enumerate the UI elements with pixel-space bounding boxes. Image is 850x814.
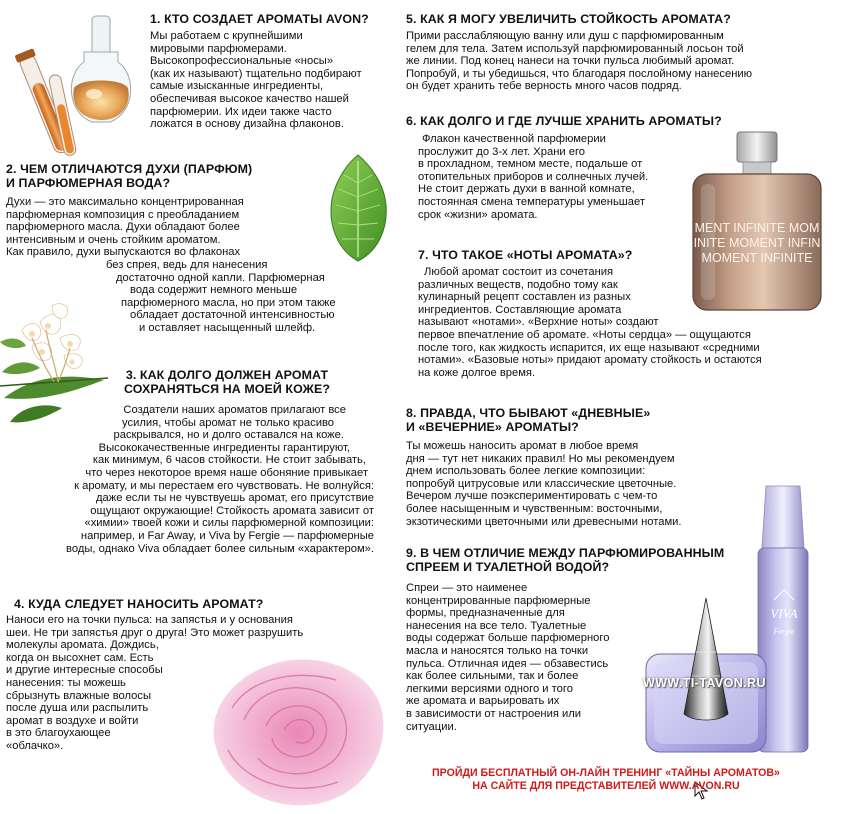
q6-line: постоянная смена температуры уменьшает [418,195,645,208]
q9-line: воды содержат больше парфюмерного [406,632,610,645]
q4-line: сбрызнуть влажные волосы [6,689,151,702]
q7-line: кулинарный рецепт составлен из разных [418,291,631,304]
q1-line: обеспечивая высокое качество нашей [150,92,349,105]
q9-line: как более сильными, так и более [406,670,579,683]
q8-line: попробуй цитрусовые или классические цветочные. [406,477,677,490]
q8-line: дня — тут нет никаких правил! Но мы рекомендуем [406,452,675,465]
q1-line: мировыми парфюмерами. [150,42,287,55]
q3-line: например, и Far Away, и Viva by Fergie — парфюмерные [80,529,374,542]
q7-line: нотами». «Базовые ноты» придают аромату стойкость и остаются [418,354,762,367]
q5-body [406,30,752,93]
q3-title [102,368,352,396]
q5-line: же линии. Под конец нанеси на точки пульса любимый аромат. [406,55,735,68]
q7-line: ингредиентов. Составляющие аромата [418,303,622,316]
q2-line: парфюмерного масла. Духи обладают более [6,221,240,234]
q9-line: нанесения на все тело. Туалетные [406,619,587,632]
q7-line: первое впечатление об аромате. «Ноты сердца» — ощущаются [418,328,751,341]
q9-line: формы, предназначенные для [406,607,565,620]
q7-line: Любой аромат состоит из сочетания [424,266,614,278]
q3-title-line: 3. КАК ДОЛГО ДОЛЖЕН АРОМАТ [125,368,329,382]
q5-title: 5. КАК Я МОГУ УВЕЛИЧИТЬ СТОЙКОСТЬ АРОМАТА? [406,12,731,26]
q8-line: Вечером лучше поэкспериментировать с чем-то [406,490,658,503]
viva-can-label: VIVA [770,606,798,621]
q4-line: аромат в воздухе и войти [6,714,139,727]
q8-title-line: И «ВЕЧЕРНИЕ» АРОМАТЫ? [406,420,579,434]
q9-line: концентрированные парфюмерные [406,594,591,607]
q7-line: на коже долгое время. [418,366,536,379]
q6-line: срок «жизни» аромата. [418,208,538,221]
q5-line: он будет хранить тебе верность много часов подряд. [406,80,682,93]
q2-title-line: И ПАРФЮМЕРНАЯ ВОДА? [6,176,171,190]
q4-line: в это благоухающее [6,727,111,740]
q6-line: Не стоит держать духи в ванной комнате, [418,183,635,196]
q9-line: легкими версиями одного и того [406,682,573,695]
q1-line: парфюмерии. Их идеи также часто [150,105,332,118]
q4-line: «облачко». [6,739,64,752]
q9-title [406,546,724,574]
q5-line: Прими расслабляющую ванну или душ с парфюмированным [406,30,724,42]
q2-body [6,196,336,335]
q2-line: Как правило, духи выпускаются во флаконах [6,246,241,259]
q9-line: ситуации. [406,720,457,733]
q8-line: более насыщенным и чувственным: восточными, [406,502,663,515]
q1-line: Высокопрофессиональные «носы» [150,55,334,68]
q3-line: усилия, чтобы аромат не только красиво [122,416,334,429]
q3-line: раскрывался, но и долго оставался на коже. [113,429,344,442]
q2-line: парфюмерная композиция с преобладанием [6,208,240,221]
q3-line: воды, однако Viva обладает более сильным «характером». [66,542,374,555]
q6-line: отопительных приборов и солнечных лучей. [418,170,649,183]
q8-line: экзотическими цветочными или древесными нотами. [406,515,682,528]
q4-body [6,614,303,753]
q1-line: Мы работаем с крупнейшими [150,30,303,42]
training-cta[interactable] [406,767,806,793]
cta-line: НА САЙТЕ ДЛЯ ПРЕДСТАВИТЕЛЕЙ WWW.AVON.RU [472,780,740,792]
q5-line: Попробуй, и ты убедишься, что благодаря послойному нанесению [406,67,753,80]
q7-line: называют «нотами». «Верхние ноты» создают [418,316,659,329]
q4-title: 4. КУДА СЛЕДУЕТ НАНОСИТЬ АРОМАТ? [14,597,264,611]
q3-body [24,404,374,555]
q9-line: масла и наносятся только на точки [406,644,589,657]
q2-line: парфюмерного масла, но при этом также [121,296,336,309]
q3-line: даже если ты не чувствуешь аромат, его присутствие [96,492,374,505]
q9-line: в зависимости от настроения или [406,707,582,720]
viva-can-sublabel: Fergie [773,627,795,636]
q1-line: самые изысканные ингредиенты, [150,80,324,93]
q6-line: Флакон качественной парфюмерии [422,133,606,145]
q7-title: 7. ЧТО ТАКОЕ «НОТЫ АРОМАТА»? [418,248,633,262]
q3-line: Создатели наших ароматов прилагают все [123,404,346,416]
q9-line: Спреи — это наименее [406,582,528,594]
q4-line: нанесения: ты можешь [6,676,126,689]
q6-title: 6. КАК ДОЛГО И ГДЕ ЛУЧШЕ ХРАНИТЬ АРОМАТЫ? [406,114,722,128]
q6-line: прослужит до 3-х лет. Храни его [418,145,586,158]
q9-title-line: СПРЕЕМ И ТУАЛЕТНОЙ ВОДОЙ? [406,560,610,574]
q2-line: вода содержит немного меньше [130,284,298,297]
q6-body [406,133,648,221]
q9-line: же аромата и варьировать их [406,695,560,708]
q8-body [406,440,682,528]
q2-line: достаточно одной капли. Парфюмерная [116,271,325,284]
bottle-label-line1: MENT INFINITE MOM [694,221,820,235]
q2-title-line: 2. ЧЕМ ОТЛИЧАЮТСЯ ДУХИ (ПАРФЮМ) [6,162,253,176]
q2-title [6,162,252,190]
q5-line: гелем для тела. Затем используй парфюмированный лосьон той [406,42,744,55]
bottle-label-line2: INITE MOMENT INFIN [693,236,821,250]
flask-icon [14,12,132,160]
q3-line: Высококачественные ингредиенты гарантируют, [98,441,350,454]
cta-line: ПРОЙДИ БЕСПЛАТНЫЙ ОН-ЛАЙН ТРЕНИНГ «ТАЙНЫ АРОМАТОВ» [432,767,780,779]
mint-leaf-icon [326,153,390,263]
q8-line: Ты можешь наносить аромат в любое время [406,440,639,452]
q9-line: пульса. Отличная идея — обзавестись [406,657,609,670]
q8-title [406,406,650,434]
q6-line: в прохладном, темном месте, подальше от [418,158,643,171]
q2-line: и оставляет насыщенный шлейф. [139,321,316,334]
q1-body [150,30,362,131]
q2-line: интенсивным и очень стойким ароматом. [6,233,221,246]
q2-line: обладает достаточной интенсивностью [130,309,335,322]
q9-body [406,582,609,733]
q4-line: Наноси его на точки пульса: на запястья и у основания [6,614,293,626]
q4-line: когда он высохнет сам. Есть [6,651,154,664]
q7-body [418,266,762,379]
q2-line: без спрея, ведь для нанесения [106,258,268,271]
q1-line: (как их называют) тщательно подбирают [150,67,362,80]
q7-line: различных веществ, подобно тому как [418,278,618,291]
q8-line: днем использовать более легкие композиции: [406,465,646,478]
q9-title-line: 9. В ЧЕМ ОТЛИЧИЕ МЕЖДУ ПАРФЮМИРОВАННЫМ [406,546,725,560]
q4-line: шеи. Не три запястья друг о друга! Это может разрушить [6,626,304,639]
q1-title: 1. КТО СОЗДАЕТ АРОМАТЫ AVON? [150,12,369,26]
q3-title-line: СОХРАНЯТЬСЯ НА МОЕЙ КОЖЕ? [124,382,330,396]
site-watermark: WWW.TI-TAVON.RU [643,676,766,690]
q4-line: и другие интересные способы [6,664,163,677]
q3-line: как минимум, 6 часов стойкости. Не стоит забывать, [92,454,366,467]
q4-line: молекулы аромата. Дождись, [6,639,159,652]
q3-line: ощущают окружающие! Стойкость аромата зависит от [90,504,374,517]
q3-line: к аромату, и мы перестаем его чувствовать. Не волнуйся: [74,479,374,492]
q7-line: после того, как жидкость испарится, их еще называют «средними [418,341,760,354]
q3-line: что через некоторое время наше обоняние привыкает [85,466,368,479]
q8-title-line: 8. ПРАВДА, ЧТО БЫВАЮТ «ДНЕВНЫЕ» [406,406,651,420]
q2-line: Духи — это максимально концентрированная [6,196,244,208]
q3-line: «химии» твоей кожи и силы парфюмерной композиции: [84,517,374,530]
bottle-label-line3: MOMENT INFINITE [701,251,813,265]
q1-line: ложатся в основу дизайна флаконов. [150,118,344,131]
q4-line: после душа или распылить [6,702,149,715]
